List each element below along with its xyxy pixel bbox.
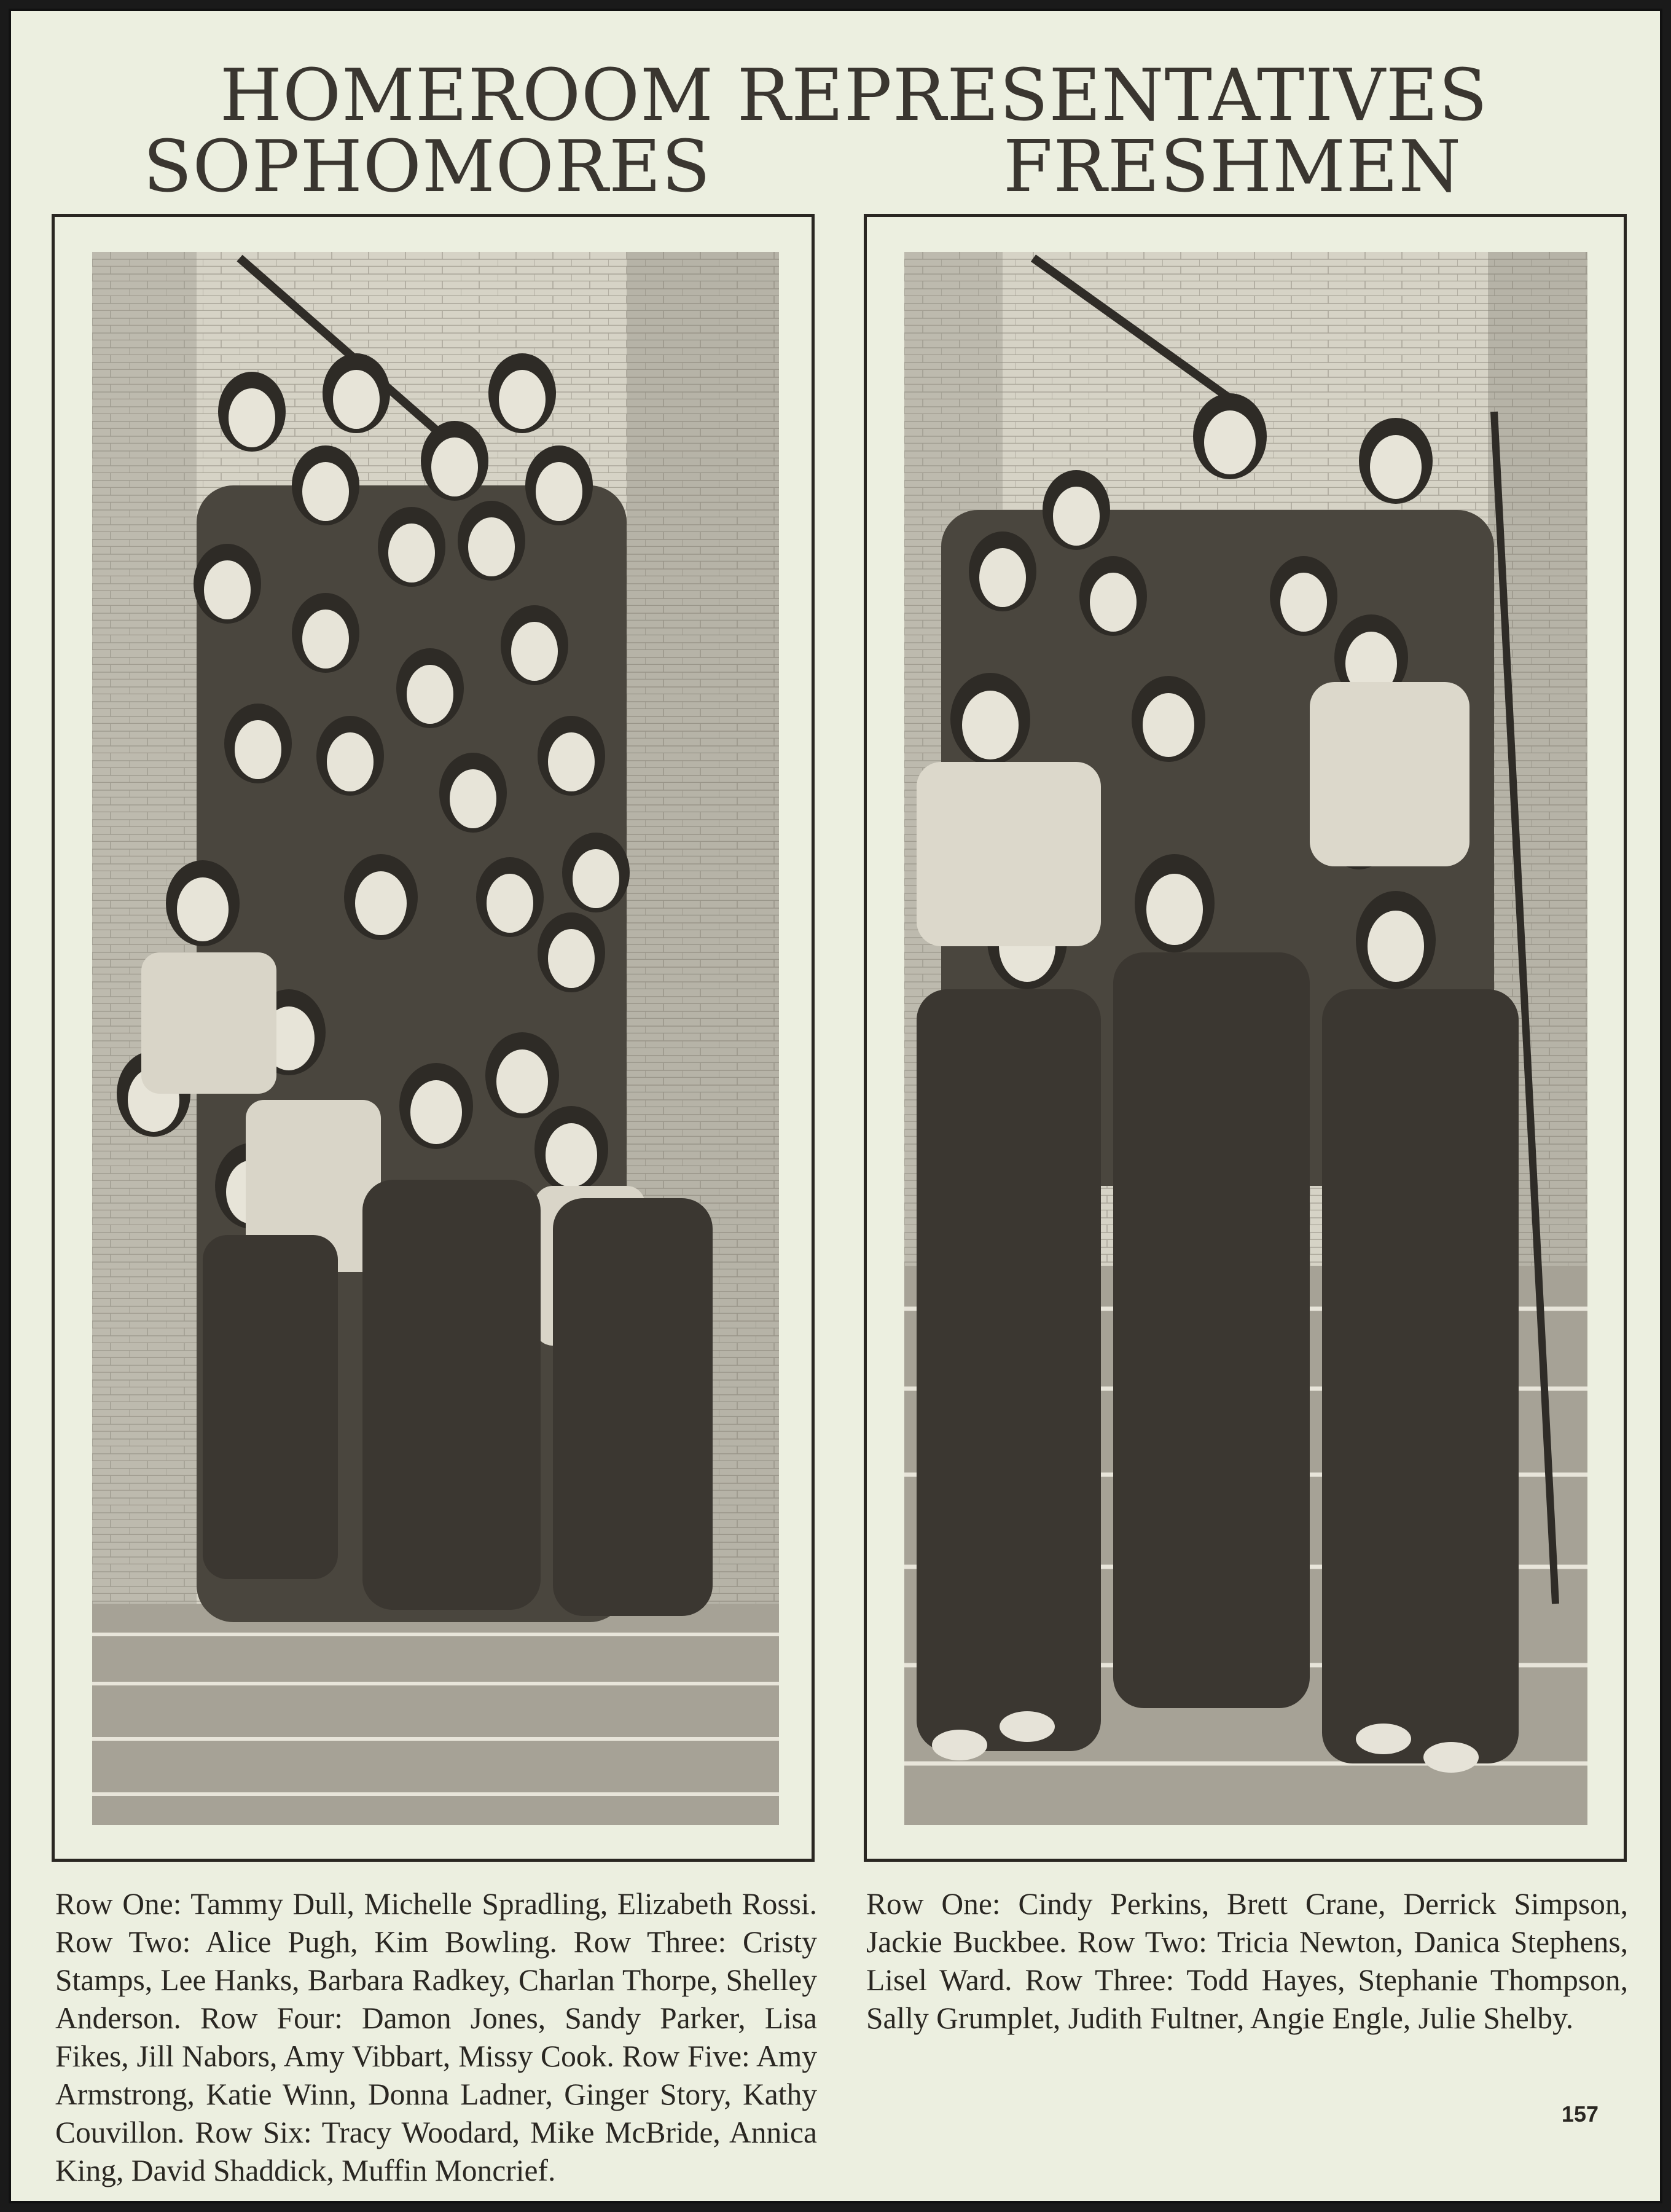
freshmen-heading: FRESHMEN	[1003, 125, 1462, 208]
page-number: 157	[1561, 2101, 1599, 2127]
page-title: HOMEROOM REPRESENTATIVES	[219, 54, 1489, 137]
yearbook-page	[9, 9, 1662, 2203]
sophomores-group-photo	[92, 252, 779, 1825]
freshmen-group-photo	[904, 252, 1587, 1825]
freshmen-caption: Row One: Cindy Perkins, Brett Crane, Derrick Simpson, Jackie Buckbee. Row Two: Tricia Newton, Danica Stephens, Lisel Ward. Row Three: Todd Hayes, Stephanie Thompson, Sally Grumplet, Judith Fultner, Angie Engle, Julie Shelby.	[866, 1887, 1628, 2035]
sophomores-caption: Row One: Tammy Dull, Michelle Spradling, Elizabeth Rossi. Row Two: Alice Pugh, Kim Bowling. Row Three: Cristy Stamps, Lee Hanks, Barbara Radkey, Charlan Thorpe, Shelley Anderson. Row Four: Damon Jones, Sandy Parker, Lisa Fikes, Jill Nabors, Amy Vibbart, Missy Cook. Row Five: Amy Armstrong, Katie Winn, Donna Ladner, Ginger Story, Kathy Couvillon. Row Six: Tracy Woodard, Mike McBride, Annica King, David Shaddick, Muffin Moncrief.	[55, 1887, 817, 2187]
sophomores-heading: SOPHOMORES	[143, 125, 711, 208]
